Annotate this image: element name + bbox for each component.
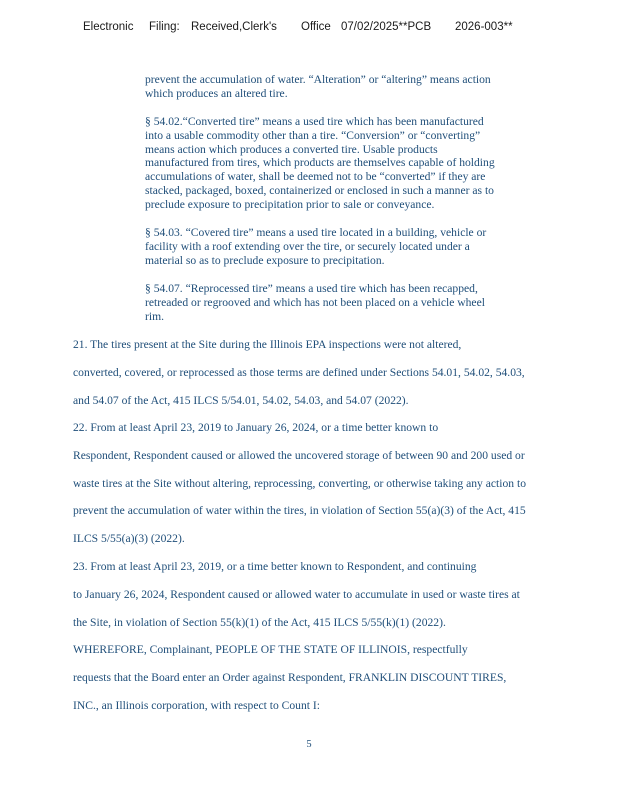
header-case-number: 2026-003**	[455, 21, 513, 33]
wherefore-paragraph: WHEREFORE, Complainant, PEOPLE OF THE STATE OF ILLINOIS, respectfully requests that the Board enter an Order against Respondent, FRANKLIN DISCOUNT TIRES, INC., an Illinois corporation, with respect to Count I:	[73, 643, 507, 712]
page-number: 5	[306, 739, 312, 750]
quoted-section-54-03: § 54.03. “Covered tire” means a used tire located in a building, vehicle or facility with a roof extending over the tire, or securely located under a material so as to preclude exposure to precipitation.	[145, 226, 487, 267]
paragraph-22: 22. From at least April 23, 2019 to January 26, 2024, or a time better known to Respondent, Respondent caused or allowed the uncovered storage of between 90 and 200 used or waste tires at the Site without altering, reprocessing, converting, or otherwise taking any action to prevent the accumulation of water within the tires, in violation of Section 55(a)(3) of the Act, 415 ILCS 5/55(a)(3) (2022).	[73, 421, 526, 546]
header-date: 07/02/2025**PCB	[341, 21, 432, 33]
header-filing: Filing:	[149, 21, 180, 33]
paragraph-21: 21. The tires present at the Site during the Illinois EPA inspections were not altered, converted, covered, or reprocessed as those terms are defined under Sections 54.01, 54.02, 54.03, and 54.07 of the Act, 415 ILCS 5/54.01, 54.02, 54.03, and 54.07 (2022).	[73, 338, 525, 407]
quoted-section-54-02: § 54.02.“Converted tire” means a used tire which has been manufactured into a usable commodity other than a tire. “Conversion” or “converting” means action which produces a converted tire. Usable products manufactured from tires, which products are themselves capable of holding accumulations of water, shall be deemed not to be “converted” if they are stacked, packaged, boxed, containerized or enclosed in such a manner as to preclude exposure to precipitation prior to sale or conveyance.	[145, 115, 495, 211]
filing-stamp-header	[0, 21, 618, 37]
paragraph-23: 23. From at least April 23, 2019, or a time better known to Respondent, and continuing to January 26, 2024, Respondent caused or allowed water to accumulate in used or waste tires at the Site, in violation of Section 55(k)(1) of the Act, 415 ILCS 5/55(k)(1) (2022).	[73, 560, 520, 629]
quoted-section-54-07: § 54.07. “Reprocessed tire” means a used tire which has been recapped, retreaded or regrooved and which has not been placed on a vehicle wheel rim.	[145, 282, 485, 323]
header-received: Received,Clerk's	[191, 21, 277, 33]
header-electronic: Electronic	[83, 21, 134, 33]
quoted-alteration-definition: prevent the accumulation of water. “Alteration” or “altering” means action which produces an altered tire.	[145, 73, 491, 100]
header-office: Office	[301, 21, 331, 33]
